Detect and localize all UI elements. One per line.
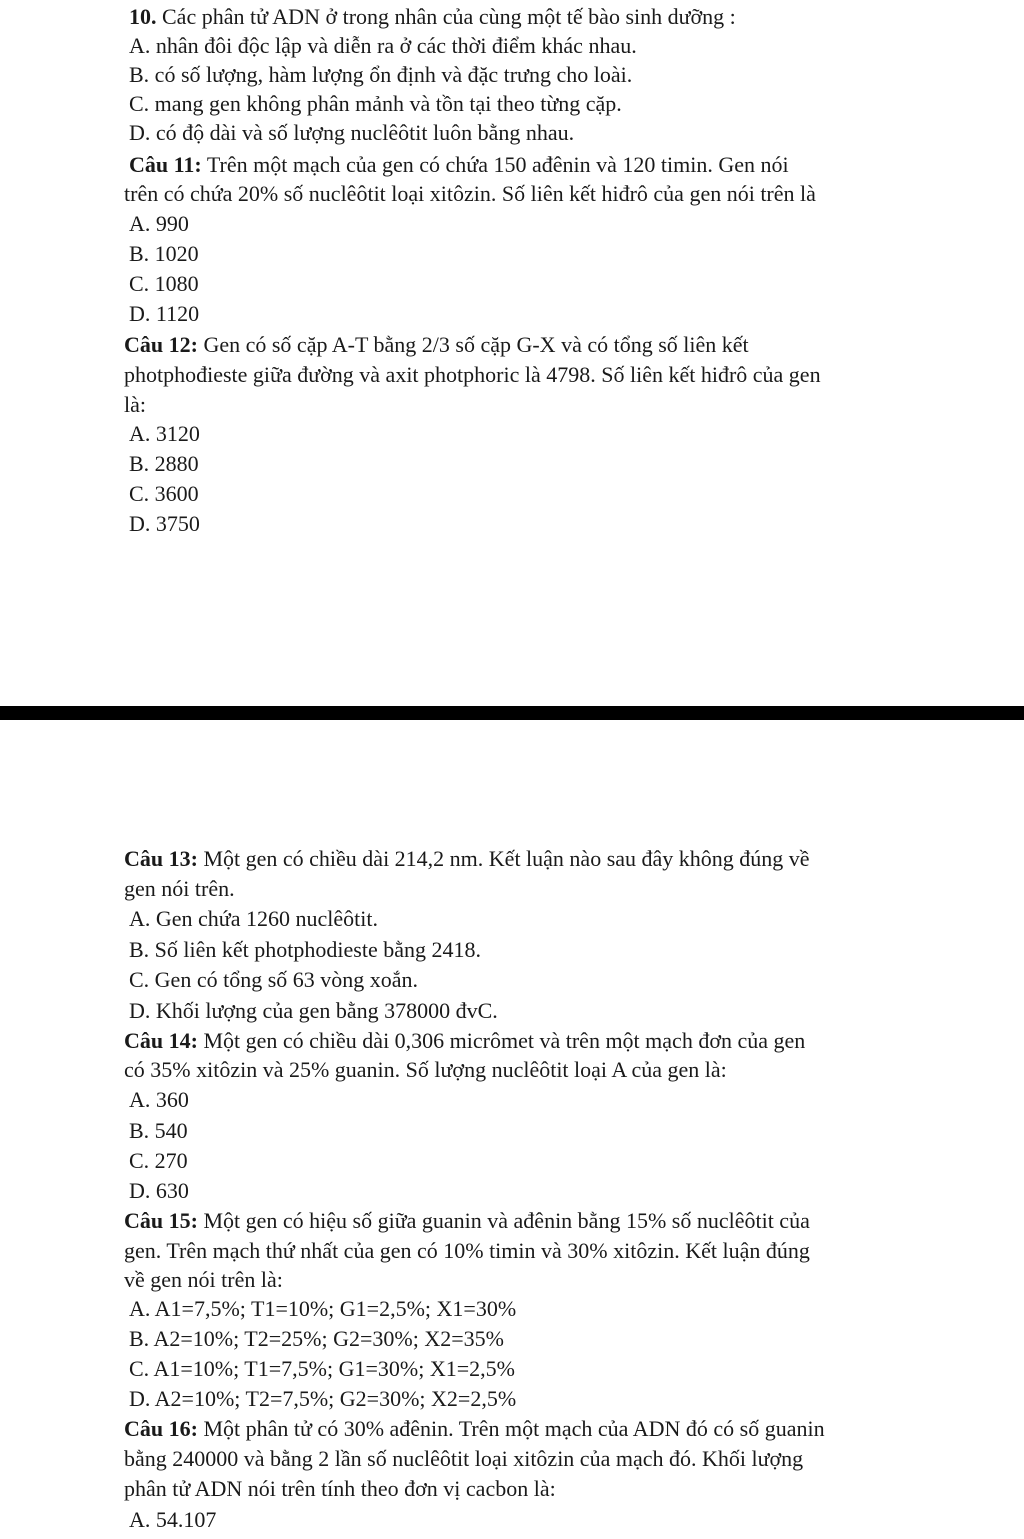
q13-option-b: B. Số liên kết photphodieste bằng 2418.	[129, 937, 481, 962]
q12-option-d: D. 3750	[129, 511, 200, 536]
q10-option-b: B. có số lượng, hàm lượng ổn định và đặc trưng cho loài.	[129, 62, 633, 87]
q15-stem-line-3: về gen nói trên là:	[124, 1267, 283, 1292]
q14-stem-line-1: Câu 14: Một gen có chiều dài 0,306 micrômet và trên một mạch đơn của gen	[124, 1028, 806, 1053]
q11-option-c: C. 1080	[129, 271, 199, 296]
q11-stem-line-1: Câu 11: Trên một mạch của gen có chứa 150 ađênin và 120 timin. Gen nói	[129, 152, 789, 177]
q16-option-a: A. 54.107	[129, 1507, 217, 1532]
q12-stem-line-3: là:	[124, 392, 146, 417]
q15-option-a: A. A1=7,5%; T1=10%; G1=2,5%; X1=30%	[129, 1296, 517, 1321]
q12-stem-line-1: Câu 12: Gen có số cặp A-T bằng 2/3 số cặp G-X và có tổng số liên kết	[124, 332, 749, 357]
q12-option-b: B. 2880	[129, 451, 199, 476]
q13-option-d: D. Khối lượng của gen bằng 378000 đvC.	[129, 998, 498, 1023]
q14-option-a: A. 360	[129, 1087, 189, 1112]
q16-stem-line-3: phân tử ADN nói trên tính theo đơn vị cacbon là:	[124, 1476, 556, 1501]
q13-option-c: C. Gen có tổng số 63 vòng xoắn.	[129, 967, 419, 992]
q12-option-a: A. 3120	[129, 421, 200, 446]
q14-stem-line-2: có 35% xitôzin và 25% guanin. Số lượng nuclêôtit loại A của gen là:	[124, 1057, 727, 1082]
q14-option-b: B. 540	[129, 1118, 188, 1143]
q13-stem-line-1: Câu 13: Một gen có chiều dài 214,2 nm. Kết luận nào sau đây không đúng về	[124, 846, 810, 871]
q16-stem-line-2: bằng 240000 và bằng 2 lần số nuclêôtit loại xitôzin của mạch đó. Khối lượng	[124, 1446, 804, 1471]
q11-option-d: D. 1120	[129, 301, 200, 326]
q12-stem-line-2: photphođieste giữa đường và axit photphoric là 4798. Số liên kết hiđrô của gen	[124, 362, 821, 387]
q11-option-b: B. 1020	[129, 241, 199, 266]
q12-option-c: C. 3600	[129, 481, 199, 506]
q16-stem-line-1: Câu 16: Một phân tử có 30% ađênin. Trên một mạch của ADN đó có số guanin	[124, 1416, 825, 1441]
section-divider	[0, 706, 1024, 720]
q15-option-c: C. A1=10%; T1=7,5%; G1=30%; X1=2,5%	[129, 1356, 515, 1381]
q15-option-d: D. A2=10%; T2=7,5%; G2=30%; X2=2,5%	[129, 1386, 517, 1411]
q13-stem-line-2: gen nói trên.	[124, 876, 235, 901]
q15-stem-line-1: Câu 15: Một gen có hiệu số giữa guanin và ađênin bằng 15% số nuclêôtit của	[124, 1208, 810, 1233]
q11-option-a: A. 990	[129, 211, 189, 236]
q10-option-d: D. có độ dài và số lượng nuclêôtit luôn bằng nhau.	[129, 120, 575, 145]
q13-option-a: A. Gen chứa 1260 nuclêôtit.	[129, 906, 378, 931]
q14-option-d: D. 630	[129, 1178, 189, 1203]
q11-stem-line-2: trên có chứa 20% số nuclêôtit loại xitôzin. Số liên kết hiđrô của gen nói trên là	[124, 181, 816, 206]
q10-stem: 10. Các phân tử ADN ở trong nhân của cùng một tế bào sinh dưỡng :	[129, 4, 736, 29]
q10-option-a: A. nhân đôi độc lập và diễn ra ở các thời điểm khác nhau.	[129, 33, 637, 58]
q10-option-c: C. mang gen không phân mảnh và tồn tại theo từng cặp.	[129, 91, 622, 116]
q15-option-b: B. A2=10%; T2=25%; G2=30%; X2=35%	[129, 1326, 504, 1351]
q14-option-c: C. 270	[129, 1148, 188, 1173]
q15-stem-line-2: gen. Trên mạch thứ nhất của gen có 10% timin và 30% xitôzin. Kết luận đúng	[124, 1238, 810, 1263]
